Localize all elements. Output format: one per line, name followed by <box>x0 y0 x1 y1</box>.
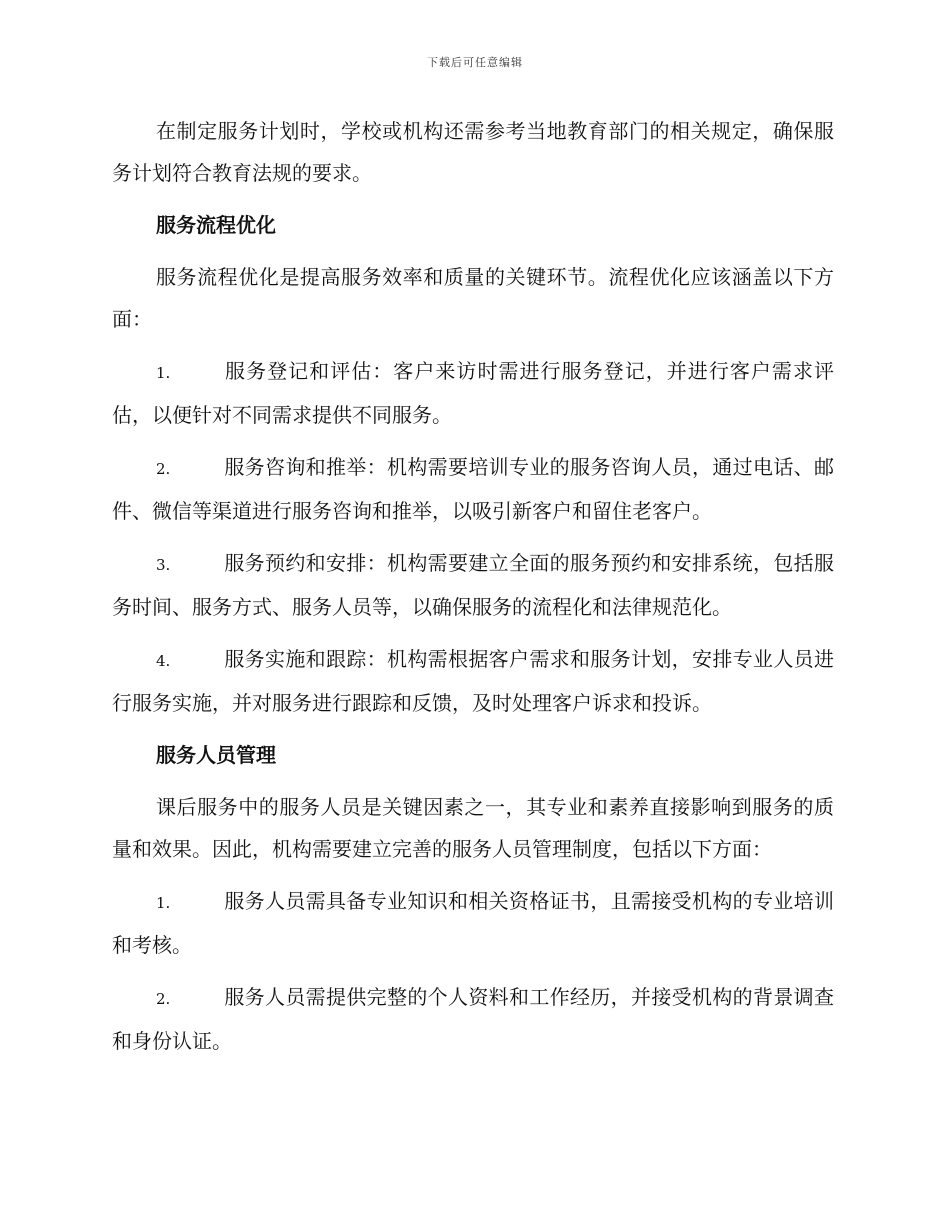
list-number: 4. <box>156 652 171 670</box>
list-number: 1. <box>156 894 171 912</box>
list-item <box>112 976 834 1062</box>
list-item-text: 服务人员需提供完整的个人资料和工作经历，并接受机构的背景调查和身份认证。 <box>112 985 834 1053</box>
section-heading: 服务流程优化 <box>156 213 276 237</box>
document-body <box>112 110 834 1072</box>
list-item <box>112 446 834 532</box>
page-header: 下载后可任意编辑 <box>427 56 523 69</box>
list-item-text: 服务人员需具备专业知识和相关资格证书，且需接受机构的专业培训和考核。 <box>112 889 834 957</box>
list-item-text: 服务登记和评估：客户来访时需进行服务登记，并进行客户需求评估，以便针对不同需求提供不同服务。 <box>112 359 834 427</box>
list-item-text: 服务预约和安排：机构需要建立全面的服务预约和安排系统，包括服务时间、服务方式、服务人员等，以确保服务的流程化和法律规范化。 <box>112 551 834 619</box>
list-item <box>112 542 834 628</box>
list-number: 2. <box>156 460 171 478</box>
section-heading: 服务人员管理 <box>156 743 276 767</box>
list-item-text: 服务咨询和推举：机构需要培训专业的服务咨询人员，通过电话、邮件、微信等渠道进行服务咨询和推举，以吸引新客户和留住老客户。 <box>112 455 834 523</box>
list-number: 3. <box>156 556 171 574</box>
list-item <box>112 880 834 966</box>
list-number: 1. <box>156 364 171 382</box>
paragraph: 在制定服务计划时，学校或机构还需参考当地教育部门的相关规定，确保服务计划符合教育法规的要求。 <box>112 119 834 185</box>
paragraph: 服务流程优化是提高服务效率和质量的关键环节。流程优化应该涵盖以下方面： <box>112 265 834 331</box>
paragraph: 课后服务中的服务人员是关键因素之一，其专业和素养直接影响到服务的质量和效果。因此，机构需要建立完善的服务人员管理制度，包括以下方面： <box>112 795 834 861</box>
list-item <box>112 638 834 724</box>
list-item-text: 服务实施和跟踪：机构需根据客户需求和服务计划，安排专业人员进行服务实施，并对服务进行跟踪和反馈，及时处理客户诉求和投诉。 <box>112 647 834 715</box>
list-item <box>112 350 834 436</box>
list-number: 2. <box>156 990 171 1008</box>
